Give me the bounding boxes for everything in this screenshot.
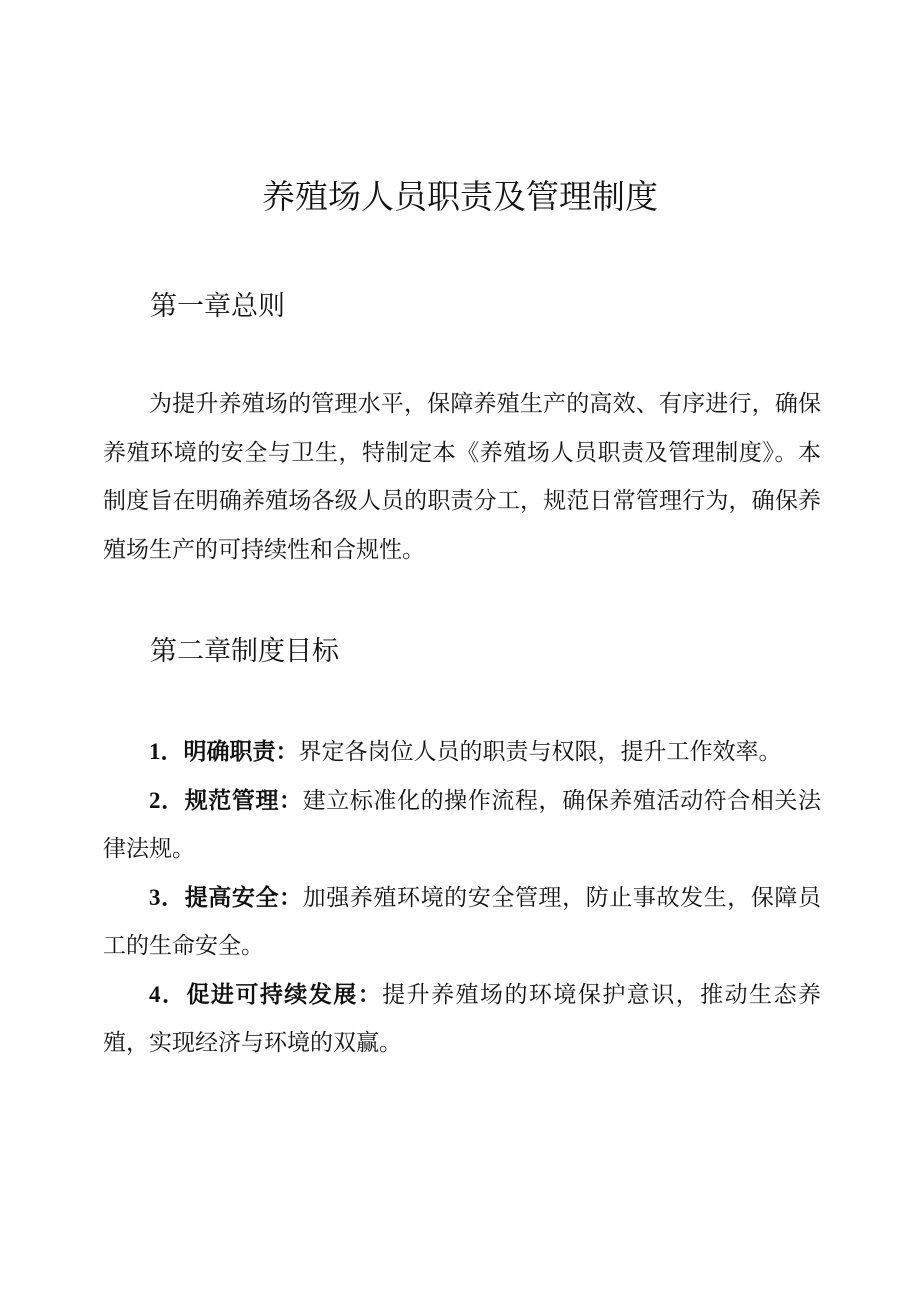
goal-item [103, 728, 821, 777]
goal-label: 促进可持续发展 [186, 981, 358, 1008]
goal-item [103, 777, 821, 874]
goal-colon: ： [279, 884, 303, 911]
goal-label: 提高安全 [184, 884, 280, 911]
goal-colon: ： [279, 787, 303, 814]
goal-colon: ： [357, 981, 383, 1008]
goal-number: 1． [149, 739, 184, 764]
goal-text: 建立标准化的操作流程，确保养殖活动符合相关法律法规。 [103, 787, 822, 862]
goal-label: 规范管理 [184, 787, 280, 814]
goals-list [103, 728, 821, 1068]
chapter-1-paragraph: 为提升养殖场的管理水平，保障养殖生产的高效、有序进行，确保养殖环境的安全与卫生，特制定本《养殖场人员职责及管理制度》。本制度旨在明确养殖场各级人员的职责分工，规范日常管理行为，确保养殖场生产的可持续性和合规性。 [103, 391, 821, 563]
goal-colon: ： [275, 739, 299, 765]
goal-text: 加强养殖环境的安全管理，防止事故发生，保障员工的生命安全。 [103, 884, 822, 959]
goal-text: 提升养殖场的环境保护意识，推动生态养殖，实现经济与环境的双赢。 [103, 981, 822, 1056]
goal-item [103, 971, 821, 1068]
goal-item [103, 874, 821, 971]
goal-text: 界定各岗位人员的职责与权限，提升工作效率。 [298, 739, 782, 765]
chapter-2-heading: 第二章制度目标 [150, 636, 339, 667]
goal-number: 4． [149, 981, 187, 1007]
chapter-1-heading: 第一章总则 [150, 291, 285, 322]
document-title: 养殖场人员职责及管理制度 [262, 177, 658, 216]
goal-number: 2． [149, 787, 185, 813]
goal-label: 明确职责 [183, 739, 276, 765]
goal-number: 3． [149, 884, 185, 910]
